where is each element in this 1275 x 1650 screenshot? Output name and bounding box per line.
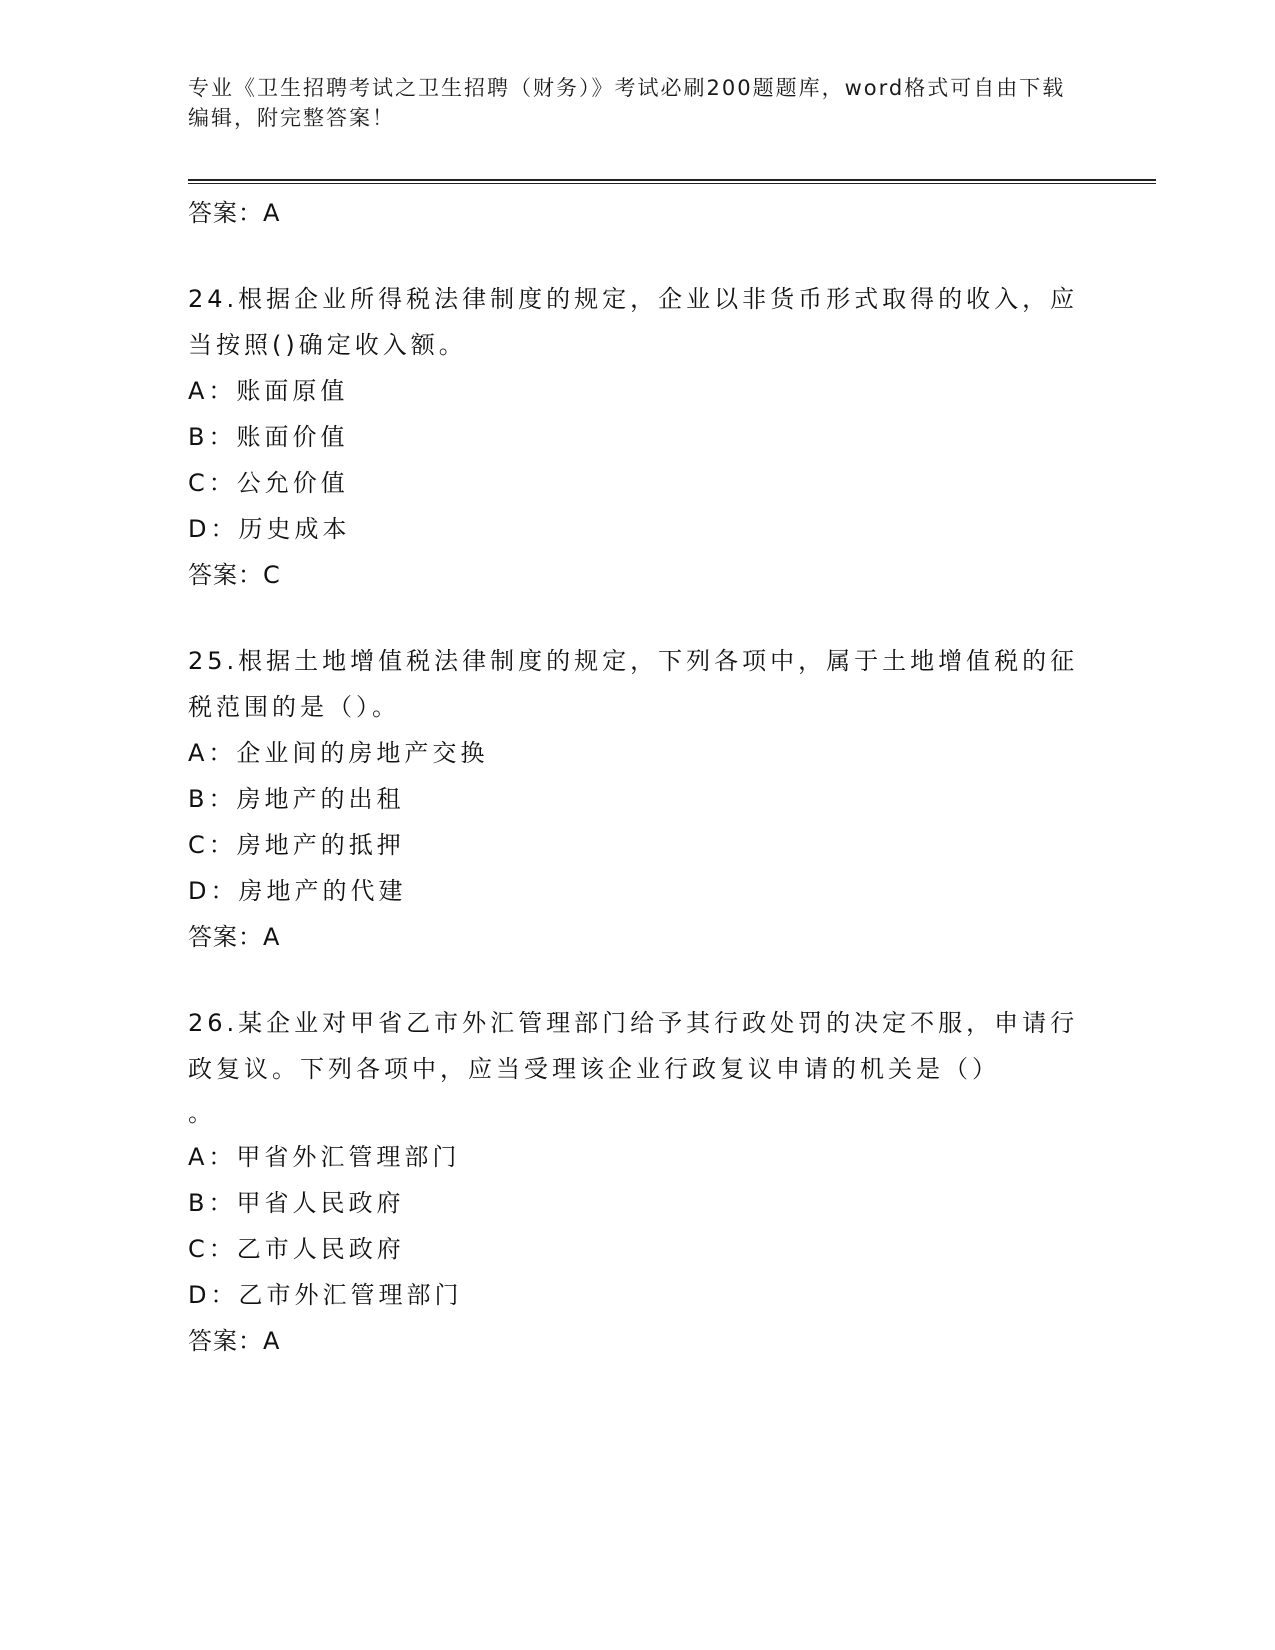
question-stem-tail: 。 <box>188 1099 216 1127</box>
option-a: A：账面原值 <box>188 377 349 405</box>
header-divider <box>188 179 1156 181</box>
question-stem: 24.根据企业所得税法律制度的规定，企业以非货币形式取得的收入，应当按照()确定收入额。 <box>188 285 1079 359</box>
question-26 <box>188 1000 1088 1364</box>
option-d: D：房地产的代建 <box>188 877 407 905</box>
question-stem: 25.根据土地增值税法律制度的规定，下列各项中，属于土地增值税的征税范围的是（）。 <box>188 647 1079 721</box>
previous-answer: 答案：A <box>188 199 281 227</box>
document-header: 专业《卫生招聘考试之卫生招聘（财务）》考试必刷200题题库，word格式可自由下载编辑，附完整答案！ <box>188 76 1066 130</box>
question-list <box>188 190 1088 1364</box>
question-answer: 答案：C <box>188 561 281 589</box>
option-c: C：房地产的抵押 <box>188 831 405 859</box>
option-c: C：公允价值 <box>188 469 349 497</box>
option-b: B：账面价值 <box>188 423 349 451</box>
option-a: A：企业间的房地产交换 <box>188 739 489 767</box>
option-c: C：乙市人民政府 <box>188 1235 405 1263</box>
option-d: D：历史成本 <box>188 515 351 543</box>
question-25 <box>188 638 1088 960</box>
option-a: A：甲省外汇管理部门 <box>188 1143 461 1171</box>
option-b: B：房地产的出租 <box>188 785 405 813</box>
question-answer: 答案：A <box>188 923 281 951</box>
option-d: D：乙市外汇管理部门 <box>188 1281 463 1309</box>
question-24 <box>188 276 1088 598</box>
question-answer: 答案：A <box>188 1327 281 1355</box>
question-stem: 26.某企业对甲省乙市外汇管理部门给予其行政处罚的决定不服，申请行政复议。下列各项中，应当受理该企业行政复议申请的机关是（） <box>188 1009 1079 1083</box>
option-b: B：甲省人民政府 <box>188 1189 405 1217</box>
header-divider-thin <box>188 183 1156 184</box>
